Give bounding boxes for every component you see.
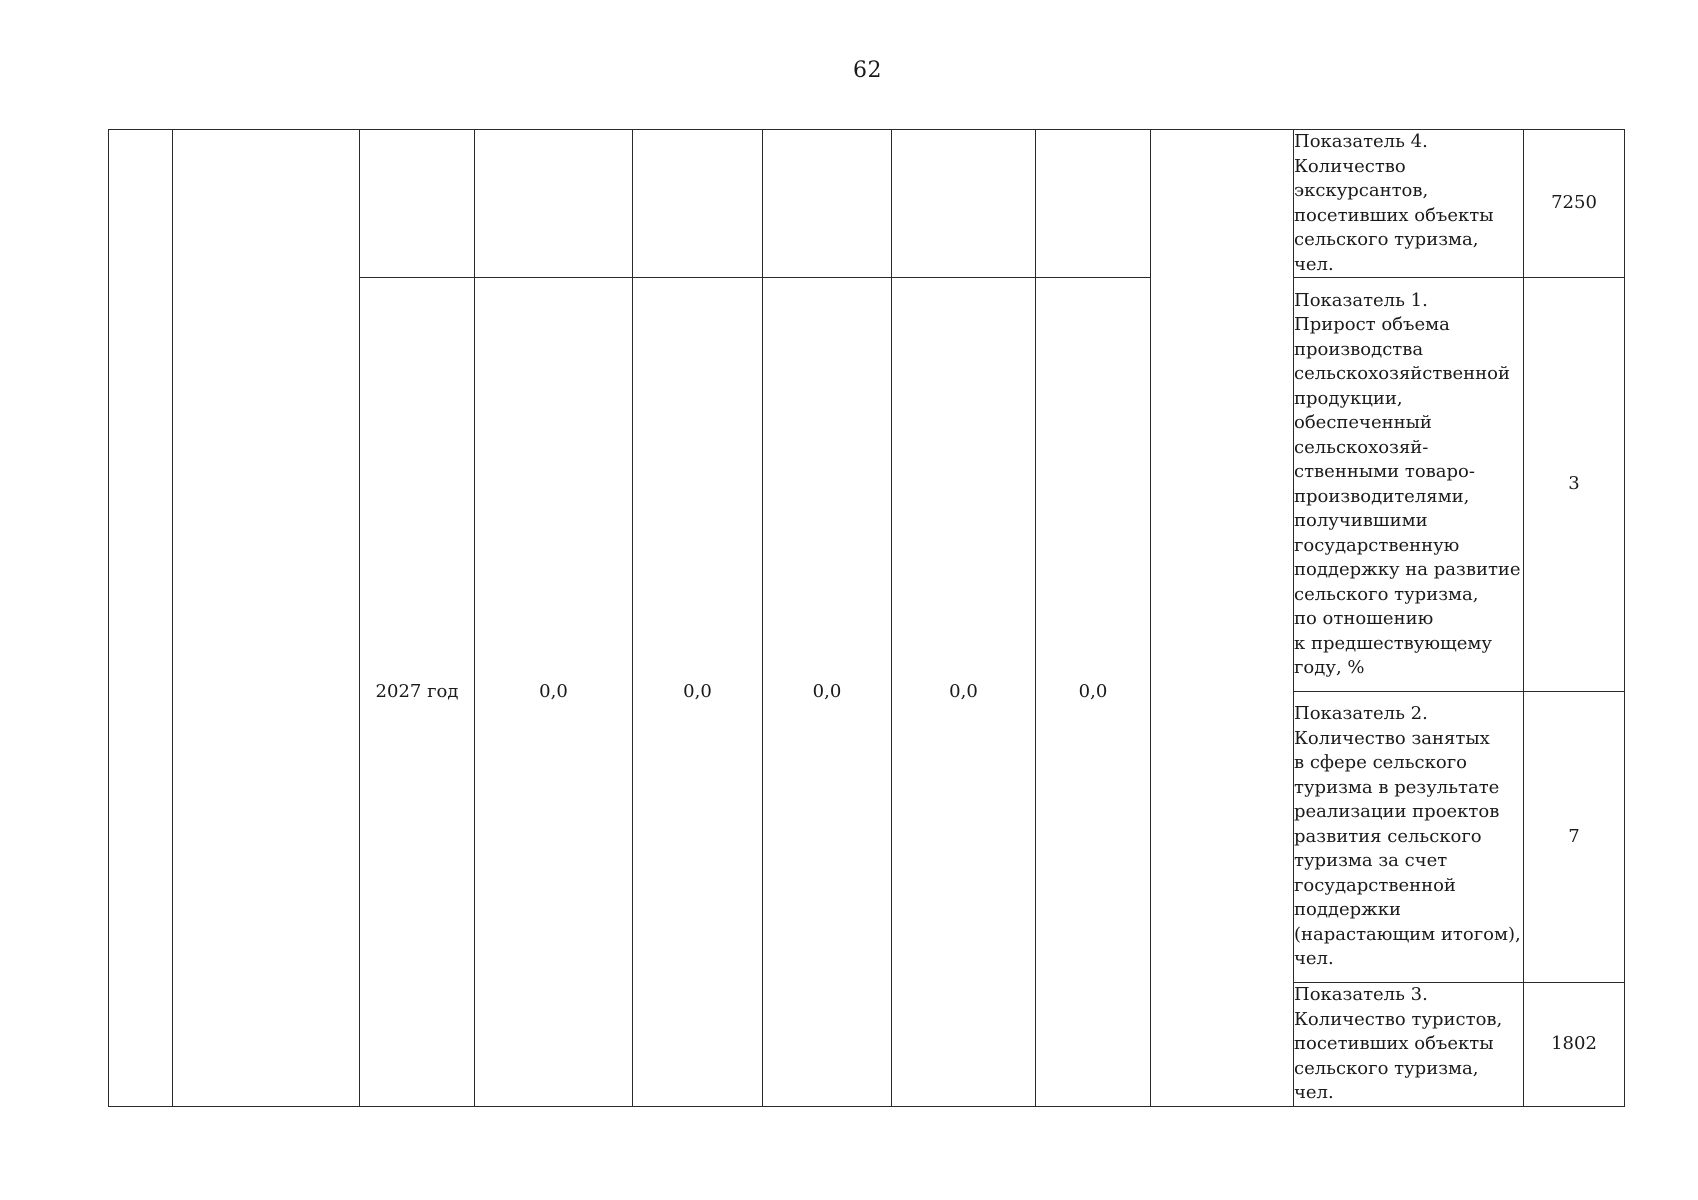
indicator-cell (1294, 983, 1524, 1107)
amount-cell: 0,0 (633, 278, 763, 1107)
indicator-line: туризма за счет (1294, 850, 1448, 872)
indicator-line: сельского туризма, чел. (1294, 1057, 1479, 1103)
indicator-line: Показатель 3. (1294, 984, 1428, 1005)
indicator-line: поддержку на развитие (1294, 559, 1521, 580)
indicator-line: по отношению (1294, 608, 1434, 629)
indicator-line: Показатель 4. (1294, 131, 1428, 152)
indicator-line: производителями, (1294, 485, 1470, 507)
table-row (109, 130, 1625, 278)
indicator-line: Показатель 2. (1294, 703, 1428, 725)
indicator-line: посетивших объекты (1294, 1033, 1494, 1054)
amount-cell (763, 130, 892, 278)
indicator-line: (нарастающим итогом), (1294, 923, 1521, 945)
amount-cell: 0,0 (892, 278, 1036, 1107)
indicator-cell (1294, 130, 1524, 278)
measure-name-cell (173, 130, 360, 1107)
row-number-cell (109, 130, 173, 1107)
indicator-line: посетивших объекты (1294, 204, 1494, 226)
indicator-cell (1294, 692, 1524, 983)
amount-cell (892, 130, 1036, 278)
indicator-line: реализации проектов (1294, 801, 1500, 823)
indicator-value: 3 (1524, 278, 1625, 692)
page-number: 62 (853, 58, 882, 83)
indicator-line: экскурсантов, (1294, 180, 1429, 201)
year-cell: 2027 год (360, 278, 475, 1107)
indicator-line: получившими (1294, 510, 1428, 531)
indicator-line: к предшествующему (1294, 632, 1493, 654)
indicator-line: обеспеченный (1294, 412, 1432, 433)
indicator-line: Показатель 1. (1294, 289, 1428, 311)
indicator-line: сельского туризма, (1294, 583, 1479, 605)
indicator-line: Количество (1294, 155, 1406, 177)
indicator-line: туризма в результате (1294, 776, 1500, 798)
program-table (108, 129, 1625, 1107)
executor-cell (1151, 130, 1294, 1107)
indicator-value: 7 (1524, 692, 1625, 983)
indicator-line: чел. (1294, 948, 1334, 970)
indicator-line: ственными товаро- (1294, 461, 1475, 482)
indicator-line: сельскохозяй- (1294, 436, 1429, 458)
indicator-line: Количество туристов, (1294, 1008, 1503, 1030)
indicator-value: 1802 (1524, 983, 1625, 1107)
amount-cell: 0,0 (1036, 278, 1151, 1107)
indicator-line: Количество занятых (1294, 727, 1490, 749)
amount-cell: 0,0 (763, 278, 892, 1107)
indicator-line: государственной (1294, 874, 1456, 896)
indicator-line: поддержки (1294, 899, 1401, 921)
indicator-line: развития сельского (1294, 825, 1482, 847)
indicator-line: производства (1294, 338, 1424, 360)
indicator-line: сельского туризма, чел. (1294, 229, 1479, 275)
amount-cell (633, 130, 763, 278)
year-cell (360, 130, 475, 278)
amount-cell (475, 130, 633, 278)
indicator-line: году, % (1294, 657, 1365, 678)
indicator-cell (1294, 278, 1524, 692)
amount-cell: 0,0 (475, 278, 633, 1107)
indicator-line: Прирост объема (1294, 314, 1450, 335)
indicator-line: сельскохозяйственной (1294, 363, 1510, 384)
indicator-value: 7250 (1524, 130, 1625, 278)
indicator-line: государственную (1294, 534, 1460, 556)
indicator-line: в сфере сельского (1294, 752, 1467, 774)
amount-cell (1036, 130, 1151, 278)
indicator-line: продукции, (1294, 387, 1403, 409)
